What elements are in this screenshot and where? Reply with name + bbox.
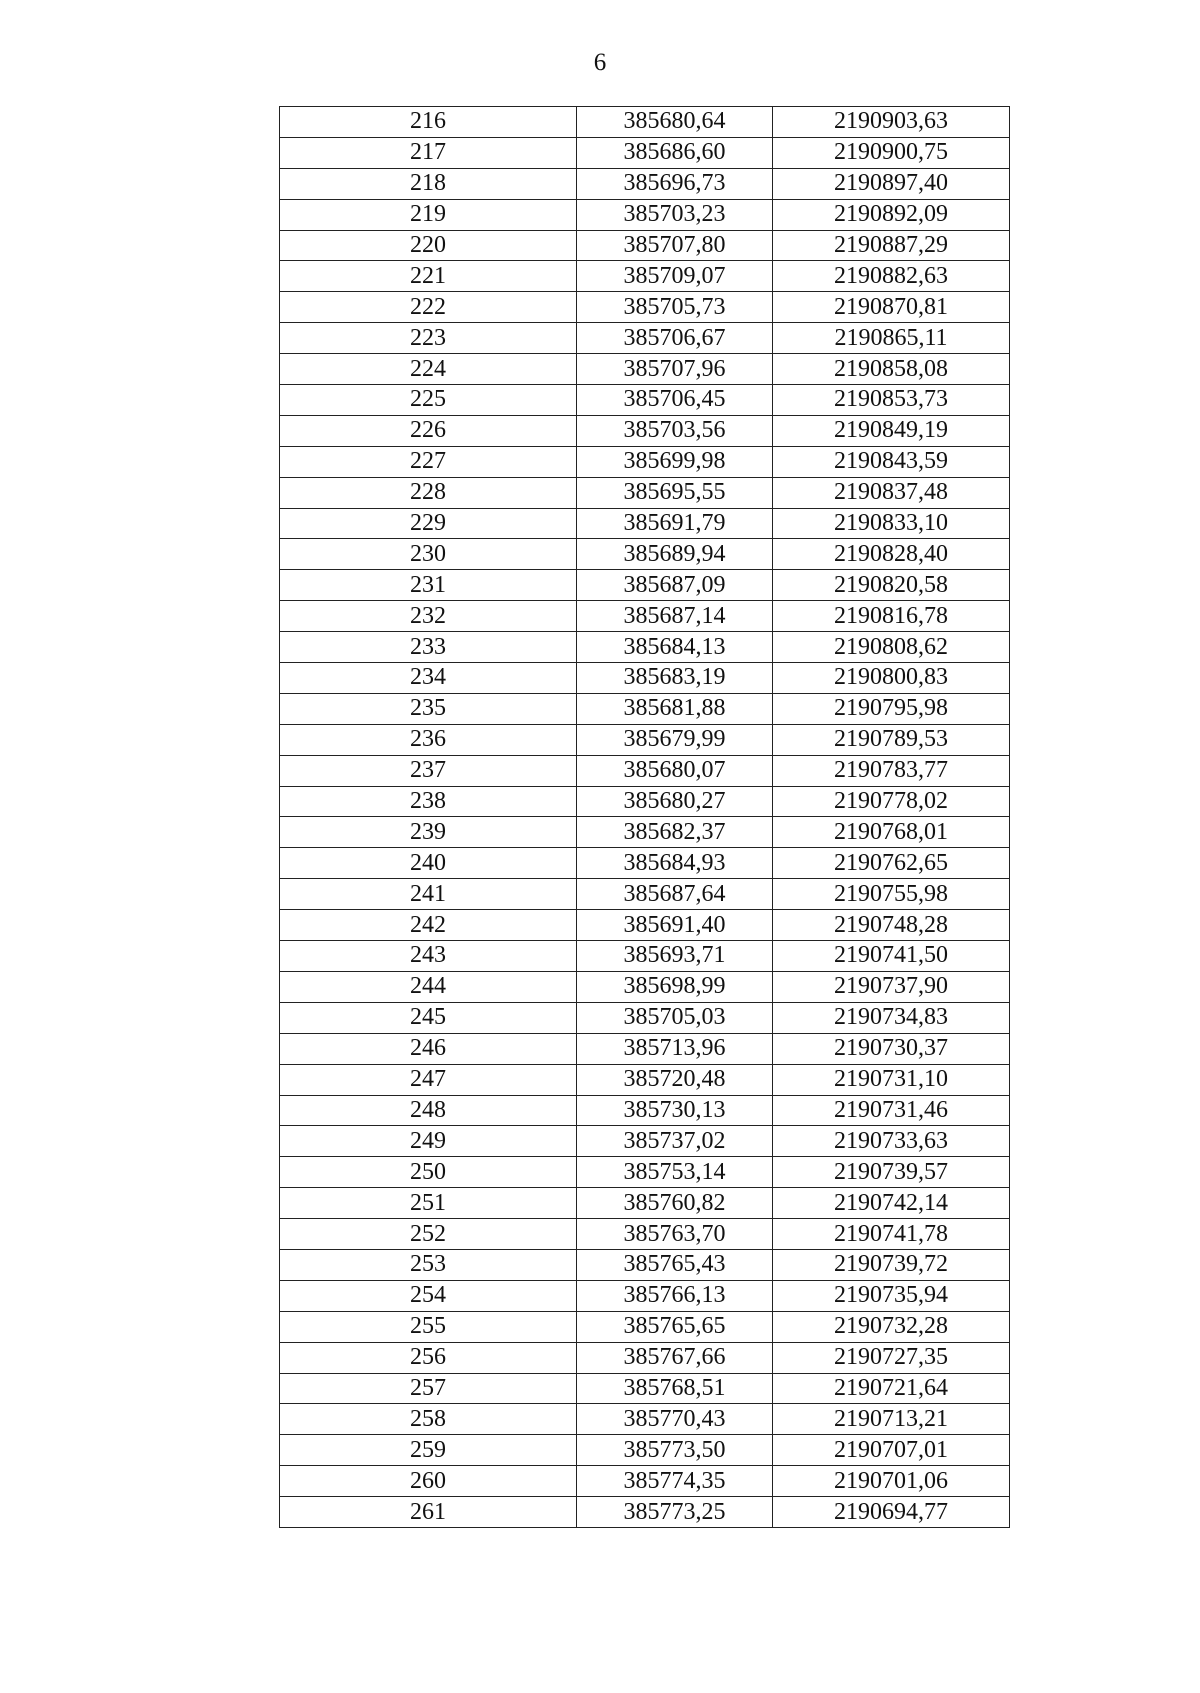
- point-number-cell: 250: [280, 1157, 577, 1188]
- x-coordinate-cell: 385684,13: [577, 632, 773, 663]
- table-row: [280, 230, 1010, 261]
- y-coordinate-cell: 2190828,40: [773, 539, 1010, 570]
- table-row: [280, 601, 1010, 632]
- x-coordinate-cell: 385680,27: [577, 786, 773, 817]
- y-coordinate-cell: 2190748,28: [773, 910, 1010, 941]
- table-row: [280, 1311, 1010, 1342]
- x-coordinate-cell: 385680,64: [577, 107, 773, 138]
- table-row: [280, 1404, 1010, 1435]
- x-coordinate-cell: 385687,09: [577, 570, 773, 601]
- x-coordinate-cell: 385703,23: [577, 199, 773, 230]
- x-coordinate-cell: 385709,07: [577, 261, 773, 292]
- x-coordinate-cell: 385683,19: [577, 663, 773, 694]
- y-coordinate-cell: 2190731,10: [773, 1064, 1010, 1095]
- table-row: [280, 570, 1010, 601]
- point-number-cell: 253: [280, 1249, 577, 1280]
- table-row: [280, 941, 1010, 972]
- table-row: [280, 292, 1010, 323]
- x-coordinate-cell: 385696,73: [577, 168, 773, 199]
- y-coordinate-cell: 2190887,29: [773, 230, 1010, 261]
- x-coordinate-cell: 385689,94: [577, 539, 773, 570]
- point-number-cell: 249: [280, 1126, 577, 1157]
- x-coordinate-cell: 385693,71: [577, 941, 773, 972]
- y-coordinate-cell: 2190833,10: [773, 508, 1010, 539]
- x-coordinate-cell: 385705,73: [577, 292, 773, 323]
- x-coordinate-cell: 385705,03: [577, 1002, 773, 1033]
- point-number-cell: 241: [280, 879, 577, 910]
- page-number: 6: [593, 49, 607, 76]
- point-number-cell: 219: [280, 199, 577, 230]
- y-coordinate-cell: 2190734,83: [773, 1002, 1010, 1033]
- point-number-cell: 223: [280, 323, 577, 354]
- table-row: [280, 1064, 1010, 1095]
- coordinates-table-body: [280, 107, 1010, 1528]
- point-number-cell: 236: [280, 724, 577, 755]
- x-coordinate-cell: 385679,99: [577, 724, 773, 755]
- table-row: [280, 971, 1010, 1002]
- y-coordinate-cell: 2190783,77: [773, 755, 1010, 786]
- x-coordinate-cell: 385720,48: [577, 1064, 773, 1095]
- point-number-cell: 240: [280, 848, 577, 879]
- y-coordinate-cell: 2190800,83: [773, 663, 1010, 694]
- table-row: [280, 1249, 1010, 1280]
- point-number-cell: 254: [280, 1280, 577, 1311]
- point-number-cell: 228: [280, 477, 577, 508]
- point-number-cell: 234: [280, 663, 577, 694]
- table-row: [280, 910, 1010, 941]
- point-number-cell: 222: [280, 292, 577, 323]
- point-number-cell: 251: [280, 1188, 577, 1219]
- x-coordinate-cell: 385737,02: [577, 1126, 773, 1157]
- y-coordinate-cell: 2190713,21: [773, 1404, 1010, 1435]
- x-coordinate-cell: 385680,07: [577, 755, 773, 786]
- y-coordinate-cell: 2190900,75: [773, 137, 1010, 168]
- table-row: [280, 632, 1010, 663]
- y-coordinate-cell: 2190843,59: [773, 446, 1010, 477]
- y-coordinate-cell: 2190762,65: [773, 848, 1010, 879]
- y-coordinate-cell: 2190808,62: [773, 632, 1010, 663]
- point-number-cell: 220: [280, 230, 577, 261]
- coordinates-table: [279, 106, 1010, 1528]
- table-row: [280, 1157, 1010, 1188]
- table-row: [280, 477, 1010, 508]
- x-coordinate-cell: 385768,51: [577, 1373, 773, 1404]
- table-row: [280, 415, 1010, 446]
- point-number-cell: 256: [280, 1342, 577, 1373]
- x-coordinate-cell: 385687,14: [577, 601, 773, 632]
- x-coordinate-cell: 385691,40: [577, 910, 773, 941]
- point-number-cell: 260: [280, 1466, 577, 1497]
- table-row: [280, 323, 1010, 354]
- point-number-cell: 243: [280, 941, 577, 972]
- table-row: [280, 1342, 1010, 1373]
- table-row: [280, 1188, 1010, 1219]
- y-coordinate-cell: 2190865,11: [773, 323, 1010, 354]
- y-coordinate-cell: 2190694,77: [773, 1497, 1010, 1528]
- point-number-cell: 239: [280, 817, 577, 848]
- y-coordinate-cell: 2190707,01: [773, 1435, 1010, 1466]
- y-coordinate-cell: 2190721,64: [773, 1373, 1010, 1404]
- point-number-cell: 232: [280, 601, 577, 632]
- x-coordinate-cell: 385706,67: [577, 323, 773, 354]
- table-row: [280, 261, 1010, 292]
- y-coordinate-cell: 2190897,40: [773, 168, 1010, 199]
- y-coordinate-cell: 2190735,94: [773, 1280, 1010, 1311]
- table-row: [280, 755, 1010, 786]
- table-row: [280, 817, 1010, 848]
- point-number-cell: 246: [280, 1033, 577, 1064]
- table-row: [280, 1435, 1010, 1466]
- table-row: [280, 1497, 1010, 1528]
- x-coordinate-cell: 385684,93: [577, 848, 773, 879]
- x-coordinate-cell: 385703,56: [577, 415, 773, 446]
- point-number-cell: 252: [280, 1219, 577, 1250]
- table-row: [280, 137, 1010, 168]
- x-coordinate-cell: 385760,82: [577, 1188, 773, 1219]
- point-number-cell: 227: [280, 446, 577, 477]
- x-coordinate-cell: 385766,13: [577, 1280, 773, 1311]
- table-row: [280, 354, 1010, 385]
- point-number-cell: 224: [280, 354, 577, 385]
- point-number-cell: 244: [280, 971, 577, 1002]
- y-coordinate-cell: 2190870,81: [773, 292, 1010, 323]
- table-row: [280, 786, 1010, 817]
- table-row: [280, 385, 1010, 416]
- point-number-cell: 235: [280, 693, 577, 724]
- y-coordinate-cell: 2190739,57: [773, 1157, 1010, 1188]
- point-number-cell: 242: [280, 910, 577, 941]
- y-coordinate-cell: 2190768,01: [773, 817, 1010, 848]
- point-number-cell: 221: [280, 261, 577, 292]
- x-coordinate-cell: 385765,43: [577, 1249, 773, 1280]
- y-coordinate-cell: 2190789,53: [773, 724, 1010, 755]
- point-number-cell: 230: [280, 539, 577, 570]
- point-number-cell: 257: [280, 1373, 577, 1404]
- table-row: [280, 663, 1010, 694]
- point-number-cell: 259: [280, 1435, 577, 1466]
- x-coordinate-cell: 385765,65: [577, 1311, 773, 1342]
- y-coordinate-cell: 2190733,63: [773, 1126, 1010, 1157]
- x-coordinate-cell: 385687,64: [577, 879, 773, 910]
- y-coordinate-cell: 2190892,09: [773, 199, 1010, 230]
- point-number-cell: 217: [280, 137, 577, 168]
- table-row: [280, 1280, 1010, 1311]
- table-row: [280, 446, 1010, 477]
- x-coordinate-cell: 385707,80: [577, 230, 773, 261]
- y-coordinate-cell: 2190820,58: [773, 570, 1010, 601]
- table-row: [280, 879, 1010, 910]
- y-coordinate-cell: 2190727,35: [773, 1342, 1010, 1373]
- x-coordinate-cell: 385681,88: [577, 693, 773, 724]
- table-row: [280, 724, 1010, 755]
- y-coordinate-cell: 2190731,46: [773, 1095, 1010, 1126]
- table-row: [280, 693, 1010, 724]
- x-coordinate-cell: 385774,35: [577, 1466, 773, 1497]
- x-coordinate-cell: 385699,98: [577, 446, 773, 477]
- y-coordinate-cell: 2190903,63: [773, 107, 1010, 138]
- x-coordinate-cell: 385773,25: [577, 1497, 773, 1528]
- point-number-cell: 258: [280, 1404, 577, 1435]
- point-number-cell: 231: [280, 570, 577, 601]
- x-coordinate-cell: 385682,37: [577, 817, 773, 848]
- x-coordinate-cell: 385773,50: [577, 1435, 773, 1466]
- point-number-cell: 225: [280, 385, 577, 416]
- y-coordinate-cell: 2190853,73: [773, 385, 1010, 416]
- y-coordinate-cell: 2190701,06: [773, 1466, 1010, 1497]
- x-coordinate-cell: 385707,96: [577, 354, 773, 385]
- point-number-cell: 245: [280, 1002, 577, 1033]
- y-coordinate-cell: 2190849,19: [773, 415, 1010, 446]
- x-coordinate-cell: 385763,70: [577, 1219, 773, 1250]
- x-coordinate-cell: 385706,45: [577, 385, 773, 416]
- x-coordinate-cell: 385730,13: [577, 1095, 773, 1126]
- x-coordinate-cell: 385713,96: [577, 1033, 773, 1064]
- x-coordinate-cell: 385691,79: [577, 508, 773, 539]
- point-number-cell: 216: [280, 107, 577, 138]
- table-row: [280, 539, 1010, 570]
- table-row: [280, 1033, 1010, 1064]
- point-number-cell: 233: [280, 632, 577, 663]
- table-row: [280, 1002, 1010, 1033]
- y-coordinate-cell: 2190742,14: [773, 1188, 1010, 1219]
- y-coordinate-cell: 2190816,78: [773, 601, 1010, 632]
- x-coordinate-cell: 385695,55: [577, 477, 773, 508]
- table-row: [280, 168, 1010, 199]
- y-coordinate-cell: 2190741,50: [773, 941, 1010, 972]
- x-coordinate-cell: 385698,99: [577, 971, 773, 1002]
- table-row: [280, 508, 1010, 539]
- y-coordinate-cell: 2190737,90: [773, 971, 1010, 1002]
- y-coordinate-cell: 2190837,48: [773, 477, 1010, 508]
- point-number-cell: 255: [280, 1311, 577, 1342]
- point-number-cell: 248: [280, 1095, 577, 1126]
- y-coordinate-cell: 2190795,98: [773, 693, 1010, 724]
- x-coordinate-cell: 385686,60: [577, 137, 773, 168]
- point-number-cell: 226: [280, 415, 577, 446]
- table-row: [280, 848, 1010, 879]
- table-row: [280, 199, 1010, 230]
- y-coordinate-cell: 2190739,72: [773, 1249, 1010, 1280]
- table-row: [280, 1095, 1010, 1126]
- y-coordinate-cell: 2190755,98: [773, 879, 1010, 910]
- table-row: [280, 1126, 1010, 1157]
- point-number-cell: 247: [280, 1064, 577, 1095]
- y-coordinate-cell: 2190730,37: [773, 1033, 1010, 1064]
- point-number-cell: 261: [280, 1497, 577, 1528]
- point-number-cell: 218: [280, 168, 577, 199]
- point-number-cell: 237: [280, 755, 577, 786]
- x-coordinate-cell: 385770,43: [577, 1404, 773, 1435]
- y-coordinate-cell: 2190858,08: [773, 354, 1010, 385]
- y-coordinate-cell: 2190741,78: [773, 1219, 1010, 1250]
- table-row: [280, 1219, 1010, 1250]
- point-number-cell: 238: [280, 786, 577, 817]
- point-number-cell: 229: [280, 508, 577, 539]
- table-row: [280, 1373, 1010, 1404]
- y-coordinate-cell: 2190778,02: [773, 786, 1010, 817]
- x-coordinate-cell: 385753,14: [577, 1157, 773, 1188]
- x-coordinate-cell: 385767,66: [577, 1342, 773, 1373]
- table-row: [280, 107, 1010, 138]
- y-coordinate-cell: 2190732,28: [773, 1311, 1010, 1342]
- table-row: [280, 1466, 1010, 1497]
- y-coordinate-cell: 2190882,63: [773, 261, 1010, 292]
